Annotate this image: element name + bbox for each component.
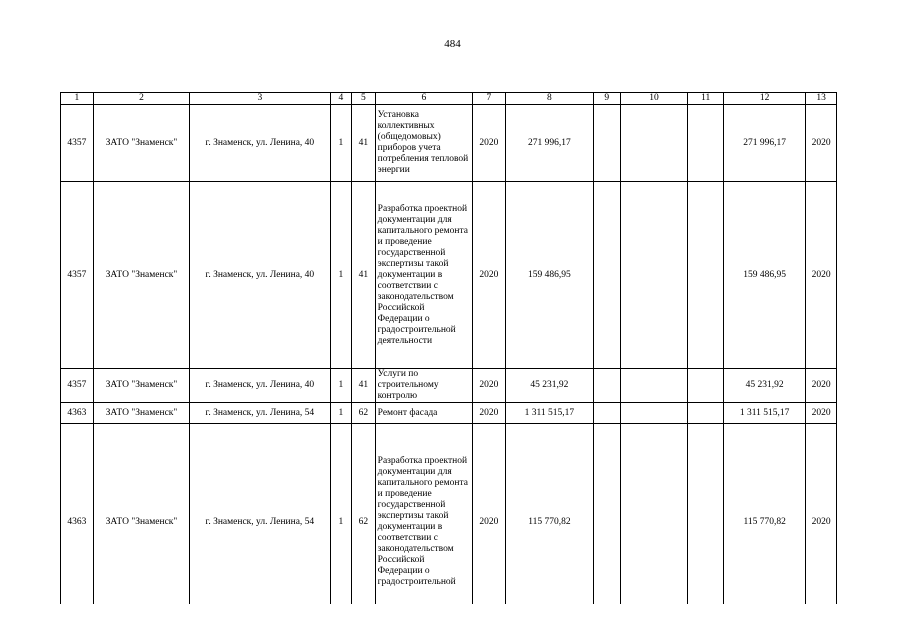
cell-year-end: 2020 [806, 369, 837, 403]
cell-id: 4357 [61, 369, 94, 403]
column-header: 12 [724, 93, 806, 105]
cell-col9 [593, 182, 620, 369]
cell-amount: 115 770,82 [505, 424, 593, 605]
column-number-row [61, 93, 837, 105]
cell-work-description: Установка коллективных (общедомовых) приборов учета потребления тепловой энергии [375, 105, 472, 182]
data-table [60, 92, 837, 604]
cell-municipality: ЗАТО "Знаменск" [93, 369, 189, 403]
cell-id: 4363 [61, 424, 94, 605]
column-header: 4 [330, 93, 352, 105]
cell-address: г. Знаменск, ул. Ленина, 40 [190, 369, 330, 403]
cell-col11 [688, 424, 724, 605]
cell-municipality: ЗАТО "Знаменск" [93, 105, 189, 182]
cell-col10 [620, 182, 688, 369]
cell-col9 [593, 369, 620, 403]
cell-year-end: 2020 [806, 182, 837, 369]
cell-col11 [688, 182, 724, 369]
column-header: 9 [593, 93, 620, 105]
cell-col4: 1 [330, 105, 352, 182]
cell-col9 [593, 105, 620, 182]
column-header: 11 [688, 93, 724, 105]
cell-year: 2020 [473, 369, 506, 403]
cell-amount-total: 159 486,95 [724, 182, 806, 369]
cell-col11 [688, 369, 724, 403]
table-row [61, 182, 837, 369]
cell-municipality: ЗАТО "Знаменск" [93, 424, 189, 605]
cell-address: г. Знаменск, ул. Ленина, 40 [190, 105, 330, 182]
cell-address: г. Знаменск, ул. Ленина, 54 [190, 424, 330, 605]
cell-id: 4363 [61, 403, 94, 424]
cell-municipality: ЗАТО "Знаменск" [93, 403, 189, 424]
column-header: 3 [190, 93, 330, 105]
cell-work-description: Разработка проектной документации для капитального ремонта и проведение государственной экспертизы такой документации в соответствии с законодательством Российской Федерации о градостроительной [375, 424, 472, 605]
cell-amount-total: 1 311 515,17 [724, 403, 806, 424]
cell-col5: 62 [352, 424, 376, 605]
cell-year-end: 2020 [806, 403, 837, 424]
page-number: 484 [444, 38, 461, 50]
cell-col9 [593, 403, 620, 424]
cell-id: 4357 [61, 105, 94, 182]
cell-year: 2020 [473, 182, 506, 369]
cell-col5: 41 [352, 182, 376, 369]
cell-amount-total: 271 996,17 [724, 105, 806, 182]
cell-col5: 41 [352, 105, 376, 182]
cell-year-end: 2020 [806, 424, 837, 605]
data-table-container [60, 92, 837, 604]
cell-year: 2020 [473, 105, 506, 182]
column-header: 2 [93, 93, 189, 105]
cell-id: 4357 [61, 182, 94, 369]
cell-amount: 271 996,17 [505, 105, 593, 182]
table-row [61, 424, 837, 605]
cell-col10 [620, 424, 688, 605]
cell-year: 2020 [473, 403, 506, 424]
cell-address: г. Знаменск, ул. Ленина, 54 [190, 403, 330, 424]
cell-col9 [593, 424, 620, 605]
cell-col11 [688, 105, 724, 182]
cell-amount-total: 115 770,82 [724, 424, 806, 605]
column-header: 7 [473, 93, 506, 105]
column-header: 10 [620, 93, 688, 105]
cell-amount-total: 45 231,92 [724, 369, 806, 403]
cell-col4: 1 [330, 369, 352, 403]
column-header: 1 [61, 93, 94, 105]
cell-col5: 41 [352, 369, 376, 403]
cell-col4: 1 [330, 424, 352, 605]
table-row [61, 369, 837, 403]
cell-col10 [620, 403, 688, 424]
cell-amount: 159 486,95 [505, 182, 593, 369]
cell-year-end: 2020 [806, 105, 837, 182]
cell-year: 2020 [473, 424, 506, 605]
column-header: 6 [375, 93, 472, 105]
cell-municipality: ЗАТО "Знаменск" [93, 182, 189, 369]
column-header: 13 [806, 93, 837, 105]
cell-col11 [688, 403, 724, 424]
cell-col4: 1 [330, 403, 352, 424]
cell-work-description: Услуги по строительному контролю [375, 369, 472, 403]
cell-address: г. Знаменск, ул. Ленина, 40 [190, 182, 330, 369]
cell-col10 [620, 105, 688, 182]
cell-work-description: Разработка проектной документации для капитального ремонта и проведение государственной экспертизы такой документации в соответствии с законодательством Российской Федерации о градостроительной деятельности [375, 182, 472, 369]
cell-amount: 45 231,92 [505, 369, 593, 403]
column-header: 5 [352, 93, 376, 105]
table-row [61, 105, 837, 182]
cell-work-description: Ремонт фасада [375, 403, 472, 424]
cell-amount: 1 311 515,17 [505, 403, 593, 424]
cell-col5: 62 [352, 403, 376, 424]
column-header: 8 [505, 93, 593, 105]
table-row [61, 403, 837, 424]
cell-col4: 1 [330, 182, 352, 369]
cell-col10 [620, 369, 688, 403]
